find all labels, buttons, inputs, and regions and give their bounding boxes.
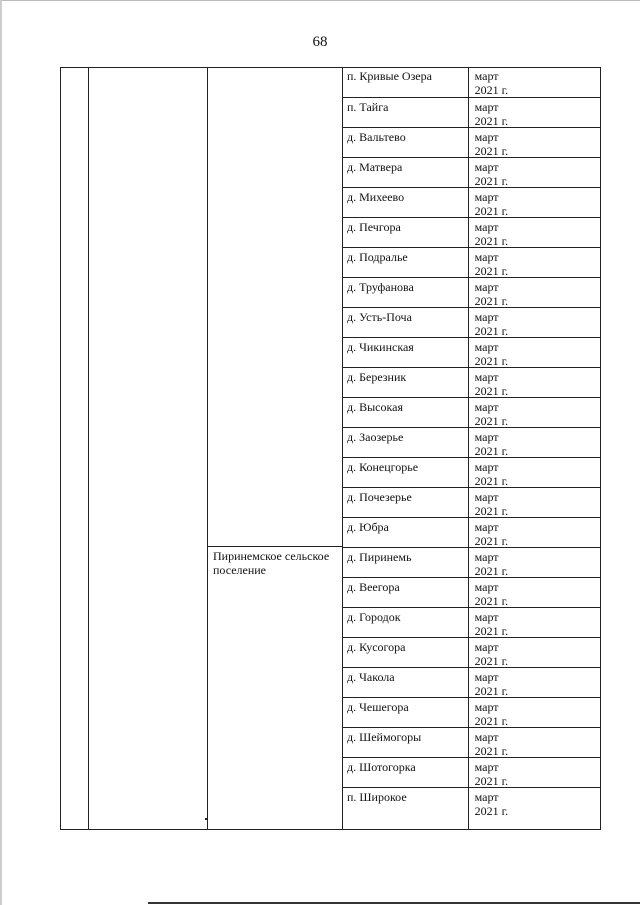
date-cell — [469, 488, 601, 517]
month: март — [474, 790, 499, 804]
year: 2021 г. — [474, 444, 509, 458]
year: 2021 г. — [474, 654, 509, 668]
date-cell — [469, 398, 601, 427]
month: март — [474, 610, 499, 624]
year: 2021 г. — [474, 83, 509, 97]
month: март — [474, 220, 499, 234]
place-name: п. Широкое — [347, 790, 407, 804]
month: март — [474, 490, 499, 504]
scan-edge-left — [0, 0, 2, 905]
place-name: д. Веегора — [347, 580, 400, 594]
table-row — [342, 337, 601, 367]
month: март — [474, 760, 499, 774]
year: 2021 г. — [474, 384, 509, 398]
table-row — [342, 757, 601, 787]
date-cell — [469, 638, 601, 667]
place-name: д. Березник — [347, 370, 407, 384]
place-name: д. Юбра — [347, 520, 389, 534]
date-cell — [469, 608, 601, 637]
year: 2021 г. — [474, 234, 509, 248]
place-name: п. Кривые Озера — [347, 69, 432, 83]
month: март — [474, 310, 499, 324]
place-name: д. Чакола — [347, 670, 395, 684]
table-row — [342, 607, 601, 637]
year: 2021 г. — [474, 624, 509, 638]
place-name: п. Тайга — [347, 100, 389, 114]
year: 2021 г. — [474, 264, 509, 278]
place-name: д. Заозерье — [347, 430, 404, 444]
table-row — [342, 667, 601, 697]
month: март — [474, 69, 499, 83]
year: 2021 г. — [474, 774, 509, 788]
table-row — [342, 307, 601, 337]
date-cell — [469, 308, 601, 337]
year: 2021 г. — [474, 564, 509, 578]
date-cell — [469, 518, 601, 547]
date-cell — [469, 698, 601, 727]
date-cell — [469, 248, 601, 277]
place-name: д. Подралье — [347, 250, 408, 264]
year: 2021 г. — [474, 324, 509, 338]
month: март — [474, 280, 499, 294]
month: март — [474, 340, 499, 354]
table-row — [342, 97, 601, 127]
date-cell — [469, 338, 601, 367]
month: март — [474, 430, 499, 444]
month: март — [474, 670, 499, 684]
year: 2021 г. — [474, 204, 509, 218]
date-cell — [469, 458, 601, 487]
place-name: д. Городок — [347, 610, 401, 624]
date-cell — [469, 67, 601, 97]
date-cell — [469, 578, 601, 607]
place-name: д. Конецгорье — [347, 460, 419, 474]
date-cell — [469, 128, 601, 157]
date-cell — [469, 668, 601, 697]
place-name: д. Чешегора — [347, 700, 409, 714]
month: март — [474, 550, 499, 564]
place-name: д. Чикинская — [347, 340, 414, 354]
date-cell — [469, 98, 601, 127]
month: март — [474, 250, 499, 264]
year: 2021 г. — [474, 594, 509, 608]
month: март — [474, 640, 499, 654]
date-cell — [469, 428, 601, 457]
place-name: д. Шеймогоры — [347, 730, 422, 744]
ink-mark — [205, 818, 208, 820]
year: 2021 г. — [474, 354, 509, 368]
column-divider-2 — [207, 67, 208, 830]
month: март — [474, 160, 499, 174]
date-cell — [469, 788, 601, 830]
table-row — [342, 517, 601, 547]
month: март — [474, 100, 499, 114]
year: 2021 г. — [474, 114, 509, 128]
month: март — [474, 190, 499, 204]
settlement-divider — [207, 546, 343, 547]
place-name: д. Усть-Поча — [347, 310, 412, 324]
place-name: д. Вальтево — [347, 130, 406, 144]
place-name: д. Высокая — [347, 400, 403, 414]
place-name: д. Кусогора — [347, 640, 406, 654]
place-name: д. Пиринемь — [347, 550, 412, 564]
place-name: д. Михеево — [347, 190, 405, 204]
year: 2021 г. — [474, 684, 509, 698]
table-row — [342, 787, 601, 830]
month: март — [474, 580, 499, 594]
settlement-name: Пиринемское сельское поселение — [213, 549, 330, 577]
year: 2021 г. — [474, 804, 509, 818]
year: 2021 г. — [474, 504, 509, 518]
year: 2021 г. — [474, 414, 509, 428]
table-row — [342, 547, 601, 577]
table-row — [342, 157, 601, 187]
place-name: д. Матвера — [347, 160, 403, 174]
table-row — [342, 577, 601, 607]
table-row — [342, 457, 601, 487]
year: 2021 г. — [474, 744, 509, 758]
month: март — [474, 520, 499, 534]
place-name: д. Труфанова — [347, 280, 414, 294]
place-name: д. Шотогорка — [347, 760, 416, 774]
date-cell — [469, 218, 601, 247]
place-name: д. Почезерье — [347, 490, 412, 504]
year: 2021 г. — [474, 714, 509, 728]
table-row — [342, 217, 601, 247]
table-row — [342, 637, 601, 667]
table-rows — [342, 67, 601, 830]
date-cell — [469, 728, 601, 757]
month: март — [474, 370, 499, 384]
table-row — [342, 277, 601, 307]
month: март — [474, 700, 499, 714]
date-cell — [469, 368, 601, 397]
table-row — [342, 67, 601, 97]
table-row — [342, 487, 601, 517]
table-row — [342, 187, 601, 217]
column-divider-1 — [88, 67, 89, 830]
table-row — [342, 697, 601, 727]
date-cell — [469, 758, 601, 787]
year: 2021 г. — [474, 534, 509, 548]
year: 2021 г. — [474, 144, 509, 158]
date-cell — [469, 158, 601, 187]
place-name: д. Печгора — [347, 220, 401, 234]
month: март — [474, 400, 499, 414]
table-row — [342, 247, 601, 277]
table-row — [342, 367, 601, 397]
scan-edge-top — [0, 0, 640, 1]
scan-edge-bottom — [148, 902, 640, 904]
date-cell — [469, 278, 601, 307]
table-row — [342, 727, 601, 757]
year: 2021 г. — [474, 474, 509, 488]
year: 2021 г. — [474, 174, 509, 188]
table-row — [342, 427, 601, 457]
page-number: 68 — [312, 34, 328, 50]
month: март — [474, 730, 499, 744]
table-row — [342, 127, 601, 157]
month: март — [474, 130, 499, 144]
table-row — [342, 397, 601, 427]
year: 2021 г. — [474, 294, 509, 308]
month: март — [474, 460, 499, 474]
date-cell — [469, 548, 601, 577]
date-cell — [469, 188, 601, 217]
